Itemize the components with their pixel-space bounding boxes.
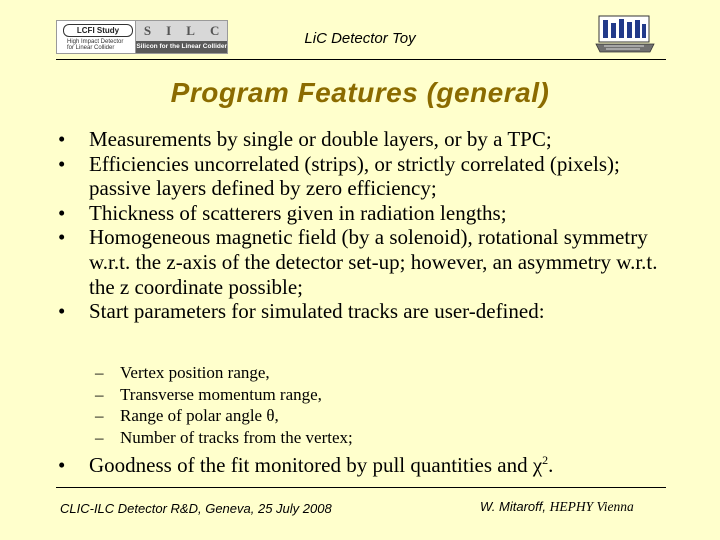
header-divider (56, 59, 666, 60)
bullet-list (58, 127, 658, 324)
hephy-logo (594, 14, 656, 54)
slide-title: Program Features (general) (170, 77, 550, 108)
silc-letters: S I L C (136, 21, 227, 41)
bullet-marker: • (58, 200, 66, 225)
dash-marker: – (95, 363, 104, 382)
bullet-marker: • (58, 453, 66, 477)
header-title: LiC Detector Toy (304, 30, 416, 47)
sub-bullet-list (95, 362, 615, 449)
sub-list-item: – Transverse momentum range, (95, 384, 322, 404)
bullet-marker: • (58, 299, 66, 324)
last-bullet: • Goodness of the fit monitored by pull quantities and $\chi^2$. (58, 453, 554, 477)
footer-institute: HEPHY Vienna (549, 499, 634, 514)
dash-marker: – (95, 406, 104, 426)
bullet-marker: • (58, 225, 66, 250)
list-item: • Measurements by single or double layers, or by a TPC; (58, 127, 552, 151)
bullet-marker: • (58, 127, 66, 151)
list-item: • Thickness of scatterers given in radiation lengths; (58, 200, 507, 225)
footer-author: W. Mitaroff, HEPHY Vienna (480, 499, 634, 514)
footer-event: CLIC-ILC Detector R&D, Geneva, 25 July 2008 (60, 501, 332, 516)
sub-list-item: – Vertex position range, (95, 363, 270, 382)
hephy-logo-icon (594, 14, 656, 54)
lcfi-logo-subtitle: High Impact Detector for Linear Collider (67, 39, 124, 51)
sub-list-item: – Number of tracks from the vertex; (95, 428, 353, 448)
list-item: • Homogeneous magnetic field (by a solenoid), rotational symmetry w.r.t. the z-axis of the detector set-up; however, an asymmetry w.r.t. the z coordinate possible; (58, 225, 658, 299)
list-item: • Efficiencies uncorrelated (strips), or strictly correlated (pixels); passive layers defined by zero efficiency; (58, 151, 620, 201)
dash-marker: – (95, 384, 104, 404)
bullet-marker: • (58, 151, 66, 176)
sub-list-item: – Range of polar angle θ, (95, 406, 279, 426)
silc-strip-text: Silicon for the Linear Collider (136, 41, 227, 53)
footer-divider (56, 487, 666, 488)
dash-marker: – (95, 428, 104, 448)
list-item: • Start parameters for simulated tracks are user-defined: (58, 299, 545, 324)
lcfi-logo-text: LCFI Study (63, 24, 133, 37)
